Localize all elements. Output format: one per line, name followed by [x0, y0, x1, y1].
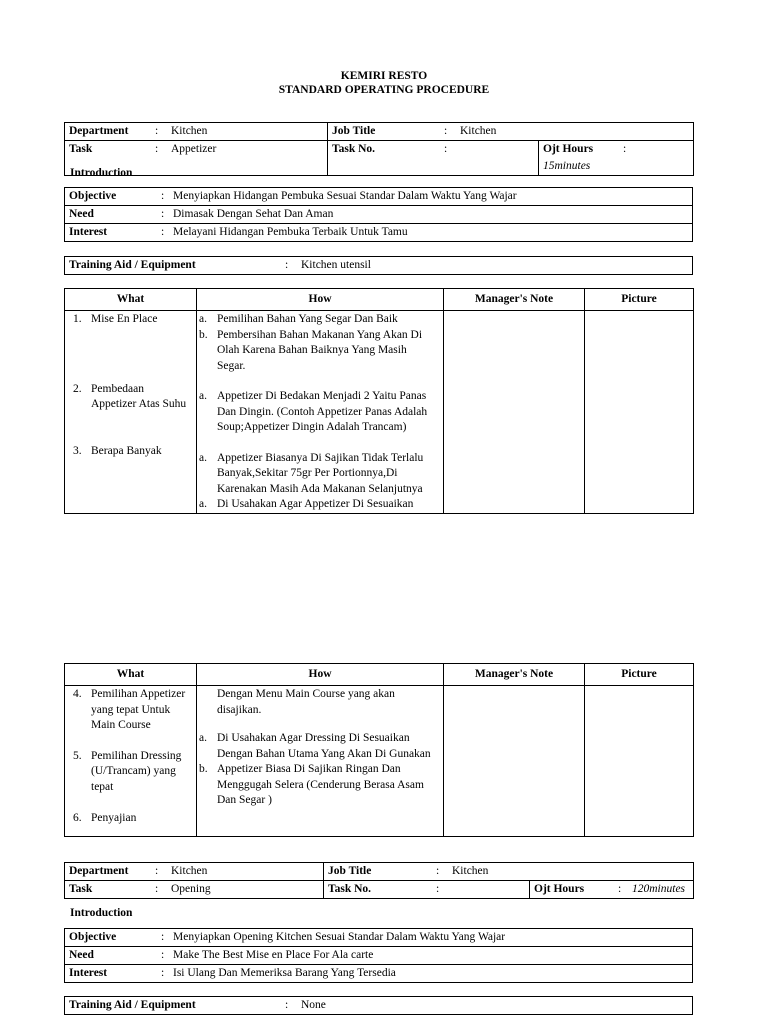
objective-label: Objective	[69, 190, 117, 202]
how-header: How	[197, 664, 444, 686]
sop2-training-table	[64, 996, 693, 1015]
how-header: How	[197, 289, 444, 311]
training-label: Training Aid / Equipment	[69, 999, 196, 1011]
task-value: Appetizer	[171, 143, 217, 155]
objective-value: Menyiapkan Opening Kitchen Sesuai Standar Dalam Waktu Yang Wajar	[173, 931, 506, 943]
introduction-heading: Introduction	[70, 167, 133, 179]
interest-label: Interest	[69, 226, 108, 238]
how-item: a. Appetizer Di Bedakan Menjadi 2 Yaitu Panas Dan Dingin. (Contoh Appetizer Panas Adalah Soup;Appetizer Dingin Adalah Trancam)	[199, 390, 428, 433]
job-title-label: Job Title	[328, 865, 372, 877]
task-no-cell: Task No. :	[328, 141, 539, 176]
what-item: 4. Pemilihan Appetizer yang tepat Untuk Main Course	[73, 688, 186, 731]
task-label: Task	[69, 143, 93, 155]
training-value: Kitchen utensil	[301, 259, 371, 271]
interest-row: Interest : Isi Ulang Dan Memeriksa Barang Yang Tersedia	[65, 965, 693, 983]
ojt-hours-value: 15minutes	[543, 160, 591, 172]
sop2-intro-table	[64, 928, 693, 983]
task-label: Task	[69, 883, 93, 895]
interest-value: Melayani Hidangan Pembuka Terbaik Untuk Tamu	[173, 226, 408, 238]
procedure-table-1	[64, 288, 694, 514]
job-title-cell: Job Title : Kitchen	[324, 863, 694, 881]
sop1-training-table	[64, 256, 693, 275]
managers-note-header: Manager's Note	[444, 664, 585, 686]
ojt-hours-cell: Ojt Hours : 120minutes	[530, 881, 694, 899]
procedure-table-2	[64, 663, 694, 837]
objective-row: Objective : Menyiapkan Opening Kitchen Sesuai Standar Dalam Waktu Yang Wajar	[65, 929, 693, 947]
objective-label: Objective	[69, 931, 117, 943]
task-no-cell: Task No. :	[324, 881, 530, 899]
task-no-label: Task No.	[332, 143, 376, 155]
training-row: Training Aid / Equipment : None	[65, 997, 693, 1015]
what-item: 3. Berapa Banyak	[73, 444, 162, 457]
department-label: Department	[69, 865, 129, 877]
need-row: Need : Dimasak Dengan Sehat Dan Aman	[65, 206, 693, 224]
training-row: Training Aid / Equipment : Kitchen utensil	[65, 257, 693, 275]
job-title-value: Kitchen	[460, 125, 497, 137]
how-item: b. Appetizer Biasa Di Sajikan Ringan Dan Menggugah Selera (Cenderung Berasa Asam Dan Segar )	[199, 763, 424, 806]
managers-note-cell	[444, 311, 585, 514]
need-label: Need	[69, 949, 94, 961]
task-no-label: Task No.	[328, 883, 372, 895]
department-label: Department	[69, 125, 129, 137]
picture-cell	[585, 686, 694, 837]
managers-note-header: Manager's Note	[444, 289, 585, 311]
how-item: a. Di Usahakan Agar Dressing Di Sesuaikan Dengan Bahan Utama Yang Akan Di Gunakan	[199, 732, 431, 760]
interest-label: Interest	[69, 967, 108, 979]
how-item: a. Pemilihan Bahan Yang Segar Dan Baik	[199, 313, 398, 325]
department-value: Kitchen	[171, 125, 208, 137]
need-value: Dimasak Dengan Sehat Dan Aman	[173, 208, 334, 220]
objective-row: Objective : Menyiapkan Hidangan Pembuka Sesuai Standar Dalam Waktu Yang Wajar	[65, 188, 693, 206]
how-cell	[197, 311, 444, 514]
what-header: What	[65, 664, 197, 686]
interest-row: Interest : Melayani Hidangan Pembuka Terbaik Untuk Tamu	[65, 224, 693, 242]
sop1-intro-table	[64, 187, 693, 242]
what-item: 5. Pemilihan Dressing (U/Trancam) yang tepat	[73, 749, 182, 793]
job-title-cell: Job Title : Kitchen	[328, 123, 694, 141]
what-header: What	[65, 289, 197, 311]
interest-value: Isi Ulang Dan Memeriksa Barang Yang Tersedia	[173, 967, 396, 979]
how-item: b. Pembersihan Bahan Makanan Yang Akan Di Olah Karena Bahan Baiknya Yang Masih Segar.	[199, 328, 423, 372]
department-cell: Department : Kitchen	[65, 123, 328, 141]
what-item: 1. Mise En Place	[73, 313, 158, 325]
what-item: 6. Penyajian	[73, 812, 137, 824]
department-value: Kitchen	[171, 865, 208, 877]
sop2-header-table	[64, 862, 694, 899]
what-cell	[65, 311, 197, 514]
how-item: a. Appetizer Biasanya Di Sajikan Tidak Terlalu Banyak,Sekitar 75gr Per Portionnya,Di Karenakan Masih Ada Makanan Selanjutnya	[199, 451, 424, 495]
how-cell	[197, 686, 444, 837]
company-name: KEMIRI RESTO	[340, 70, 428, 82]
task-value: Opening	[171, 883, 211, 895]
need-value: Make The Best Mise en Place For Ala carte	[173, 949, 374, 961]
what-cell	[65, 686, 197, 837]
need-label: Need	[69, 208, 94, 220]
need-row: Need : Make The Best Mise en Place For Ala carte	[65, 947, 693, 965]
picture-header: Picture	[585, 664, 694, 686]
ojt-hours-value: 120minutes	[632, 883, 686, 895]
introduction-heading: Introduction	[70, 907, 133, 919]
department-cell: Department : Kitchen	[65, 863, 324, 881]
training-label: Training Aid / Equipment	[69, 259, 196, 271]
how-item: a. Di Usahakan Agar Appetizer Di Sesuaikan	[199, 498, 414, 510]
job-title-value: Kitchen	[452, 865, 489, 877]
picture-header: Picture	[585, 289, 694, 311]
document-title: STANDARD OPERATING PROCEDURE	[278, 84, 490, 96]
ojt-hours-label: Ojt Hours	[543, 143, 594, 155]
training-value: None	[301, 999, 326, 1011]
ojt-hours-label: Ojt Hours	[534, 883, 585, 895]
how-item: Dengan Menu Main Course yang akan disajikan.	[217, 688, 395, 716]
task-cell: Task : Opening	[65, 881, 324, 899]
objective-value: Menyiapkan Hidangan Pembuka Sesuai Standar Dalam Waktu Yang Wajar	[173, 190, 517, 202]
job-title-label: Job Title	[332, 125, 376, 137]
task-cell: Task : Appetizer	[65, 141, 328, 176]
sop1-header-table	[64, 122, 694, 176]
picture-cell	[585, 311, 694, 514]
managers-note-cell	[444, 686, 585, 837]
ojt-hours-cell: Ojt Hours :15minutes	[539, 141, 694, 176]
what-item: 2. Pembedaan Appetizer Atas Suhu	[73, 382, 187, 410]
